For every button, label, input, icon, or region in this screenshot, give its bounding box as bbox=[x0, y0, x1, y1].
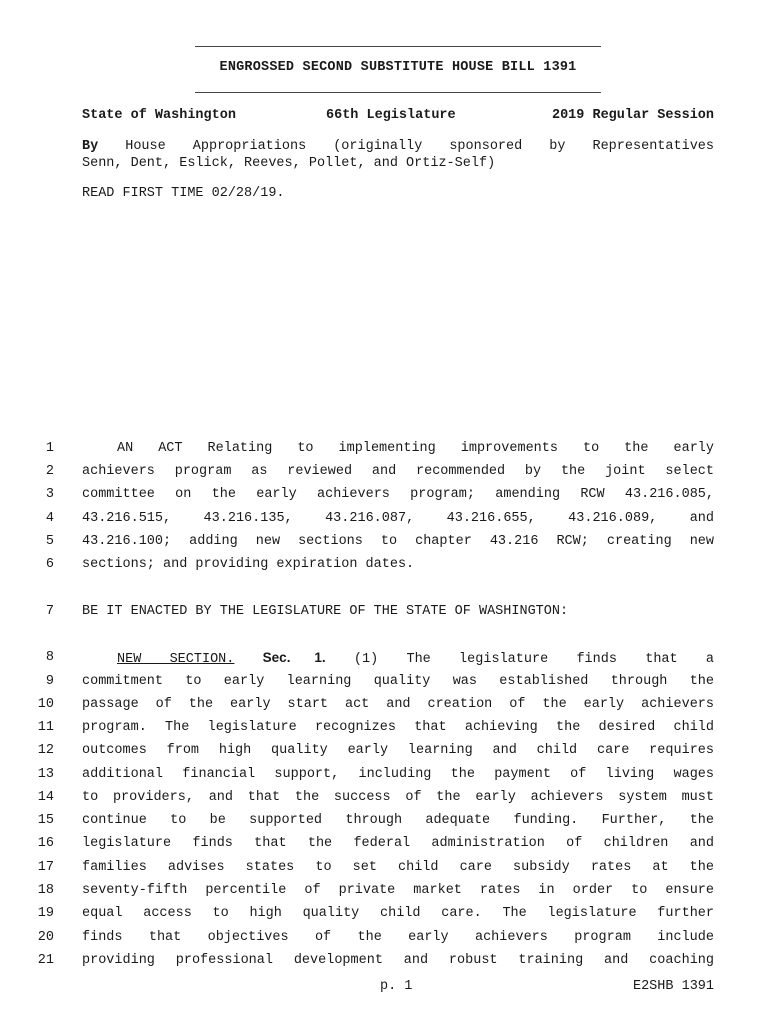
line-number: 20 bbox=[37, 930, 54, 945]
line-number: 11 bbox=[37, 720, 54, 735]
line-number: 10 bbox=[37, 697, 54, 712]
body-line: 43.216.515, 43.216.135, 43.216.087, 43.216.655, 43.216.089, and bbox=[82, 511, 714, 526]
sponsors-block bbox=[82, 138, 714, 172]
line-number: 9 bbox=[45, 674, 54, 689]
session-label: 2019 Regular Session bbox=[551, 108, 714, 123]
line-number: 4 bbox=[45, 511, 54, 526]
body-line: sections; and providing expiration dates. bbox=[82, 557, 415, 572]
state-label: State of Washington bbox=[82, 108, 236, 123]
sponsors-line-1: House Appropriations (originally sponsored by Representatives bbox=[125, 139, 714, 154]
line-number: 21 bbox=[37, 953, 54, 968]
line-number: 13 bbox=[37, 767, 54, 782]
body-line: program. The legislature recognizes that achieving the desired child bbox=[82, 720, 714, 735]
body-line: achievers program as reviewed and recommended by the joint select bbox=[82, 464, 714, 479]
body-line: providing professional development and robust training and coaching bbox=[82, 953, 714, 968]
line-number: 18 bbox=[37, 883, 54, 898]
section-number: Sec. 1. bbox=[262, 650, 326, 665]
body-line: AN ACT Relating to implementing improvements to the early bbox=[117, 441, 714, 456]
line-number: 14 bbox=[37, 790, 54, 805]
section-1-heading-line bbox=[82, 646, 714, 669]
body-line-text: (1) The legislature finds that a bbox=[353, 652, 714, 667]
line-number: 6 bbox=[45, 557, 54, 572]
body-line: commitment to early learning quality was established through the bbox=[82, 674, 714, 689]
body-line: passage of the early start act and creation of the early achievers bbox=[82, 697, 714, 712]
line-number: 8 bbox=[45, 650, 54, 665]
body-line: finds that objectives of the early achievers program include bbox=[82, 930, 714, 945]
bill-code: E2SHB 1391 bbox=[632, 979, 714, 994]
enacting-clause: BE IT ENACTED BY THE LEGISLATURE OF THE STATE OF WASHINGTON: bbox=[82, 604, 569, 619]
body-line: 43.216.100; adding new sections to chapter 43.216 RCW; creating new bbox=[82, 534, 714, 549]
body-line: continue to be supported through adequate funding. Further, the bbox=[82, 813, 714, 828]
line-number: 16 bbox=[37, 836, 54, 851]
line-number: 1 bbox=[45, 441, 54, 456]
sponsors-line-2: Senn, Dent, Eslick, Reeves, Pollet, and Ortiz-Self) bbox=[82, 156, 496, 171]
line-number: 19 bbox=[37, 906, 54, 921]
body-line: to providers, and that the success of the early achievers system must bbox=[82, 790, 714, 805]
body-line: seventy-fifth percentile of private market rates in order to ensure bbox=[82, 883, 714, 898]
body-line: additional financial support, including the payment of living wages bbox=[82, 767, 714, 782]
bill-title: ENGROSSED SECOND SUBSTITUTE HOUSE BILL 1391 bbox=[219, 60, 577, 75]
title-rule-bottom bbox=[195, 92, 601, 93]
body-line: committee on the early achievers program; amending RCW 43.216.085, bbox=[82, 487, 714, 502]
body-line: equal access to high quality child care. The legislature further bbox=[82, 906, 714, 921]
line-number: 15 bbox=[37, 813, 54, 828]
body-line: legislature finds that the federal administration of children and bbox=[82, 836, 714, 851]
line-number: 2 bbox=[45, 464, 54, 479]
body-line: outcomes from high quality early learning and child care requires bbox=[82, 743, 714, 758]
line-number: 7 bbox=[45, 604, 54, 619]
read-first-time: READ FIRST TIME 02/28/19. bbox=[82, 186, 285, 201]
line-number: 17 bbox=[37, 860, 54, 875]
line-number: 3 bbox=[45, 487, 54, 502]
line-number: 12 bbox=[37, 743, 54, 758]
legislature-label: 66th Legislature bbox=[326, 108, 456, 123]
new-section-label: NEW SECTION. bbox=[117, 652, 235, 667]
title-rule-top bbox=[195, 46, 601, 47]
by-label: By bbox=[82, 139, 99, 154]
body-line: families advises states to set child care subsidy rates at the bbox=[82, 860, 714, 875]
page-number: p. 1 bbox=[380, 979, 413, 994]
line-number: 5 bbox=[45, 534, 54, 549]
